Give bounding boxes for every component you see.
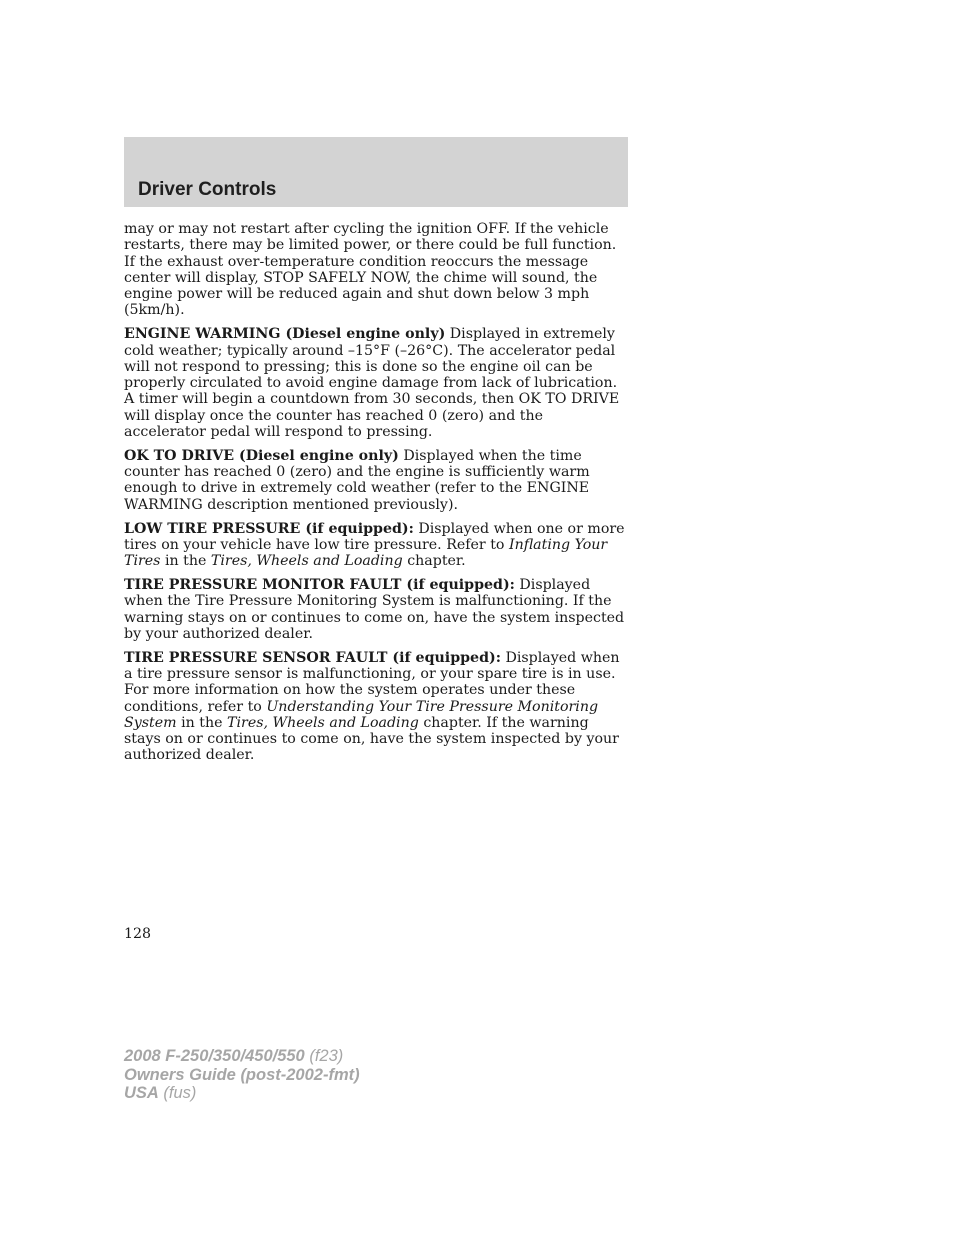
paragraph	[124, 650, 628, 764]
footer-model-code: (f23)	[304, 1047, 344, 1065]
footer-region-code: (fus)	[158, 1084, 197, 1102]
cross-reference: Tires, Wheels and Loading	[227, 714, 419, 731]
paragraph	[124, 577, 628, 642]
paragraph-text: in the	[176, 714, 228, 731]
document-footer	[124, 1047, 360, 1103]
paragraph	[124, 448, 628, 513]
paragraph-text: Displayed when one or more tires on your vehicle have low tire pressure. Refer to	[124, 520, 625, 553]
footer-guide: Owners Guide (post-2002-fmt)	[124, 1065, 360, 1084]
paragraph-text: Displayed when the time counter has reached 0 (zero) and the engine is sufficiently warm enough to drive in extremely cold weather (refer to the ENGINE WARMING description mentioned previously).	[124, 447, 590, 513]
paragraph-text: Displayed when the Tire Pressure Monitoring System is malfunctioning. If the warning stays on or continues to come on, have the system inspected by your authorized dealer.	[124, 576, 625, 642]
paragraph-text: chapter. If the warning stays on or continues to come on, have the system inspected by your authorized dealer.	[124, 714, 619, 764]
paragraph-text: Displayed in extremely cold weather; typically around –15°F (–26°C). The accelerator pedal will not respond to pressing; this is done so the engine oil can be properly circulated to avoid engine damage from lack of lubrication. A timer will begin a countdown from 30 seconds, then OK TO DRIVE will display once the counter has reached 0 (zero) and the accelerator pedal will respond to pressing.	[124, 326, 620, 441]
paragraph-text: chapter.	[402, 553, 466, 570]
section-title: Driver Controls	[138, 179, 277, 200]
paragraph	[124, 521, 628, 570]
page-number: 128	[124, 926, 152, 942]
paragraph-text: in the	[160, 553, 211, 570]
cross-reference: Tires, Wheels and Loading	[210, 553, 403, 570]
cross-reference: Inflating Your Tires	[124, 536, 608, 570]
paragraph-heading: OK TO DRIVE (Diesel engine only)	[124, 447, 399, 464]
footer-line-guide	[124, 1066, 360, 1085]
paragraph-heading: LOW TIRE PRESSURE (if equipped):	[124, 520, 414, 537]
body-text	[124, 221, 628, 771]
paragraph	[124, 326, 628, 440]
paragraph	[124, 221, 628, 319]
cross-reference: Understanding Your Tire Pressure Monitoring System	[124, 698, 599, 731]
footer-line-region	[124, 1084, 360, 1103]
section-header-band	[124, 137, 628, 207]
footer-line-model	[124, 1047, 360, 1066]
paragraph-heading: ENGINE WARMING (Diesel engine only)	[124, 326, 446, 343]
footer-region: USA	[124, 1084, 159, 1102]
paragraph-heading: TIRE PRESSURE SENSOR FAULT (if equipped):	[124, 649, 501, 666]
footer-model: 2008 F-250/350/450/550	[124, 1047, 305, 1065]
paragraph-text: Displayed when a tire pressure sensor is malfunctioning, or your spare tire is in use. For more information on how the system operates under these conditions, refer to	[124, 649, 620, 715]
paragraph-heading: TIRE PRESSURE MONITOR FAULT (if equipped):	[124, 576, 515, 593]
paragraph-text: may or may not restart after cycling the ignition OFF. If the vehicle restarts, there may be limited power, or there could be full function. If the exhaust over-temperature condition reoccurs the message center will display, STOP SAFELY NOW, the chime will sound, the engine power will be reduced again and shut down below 3 mph (5km/h).	[124, 221, 617, 319]
